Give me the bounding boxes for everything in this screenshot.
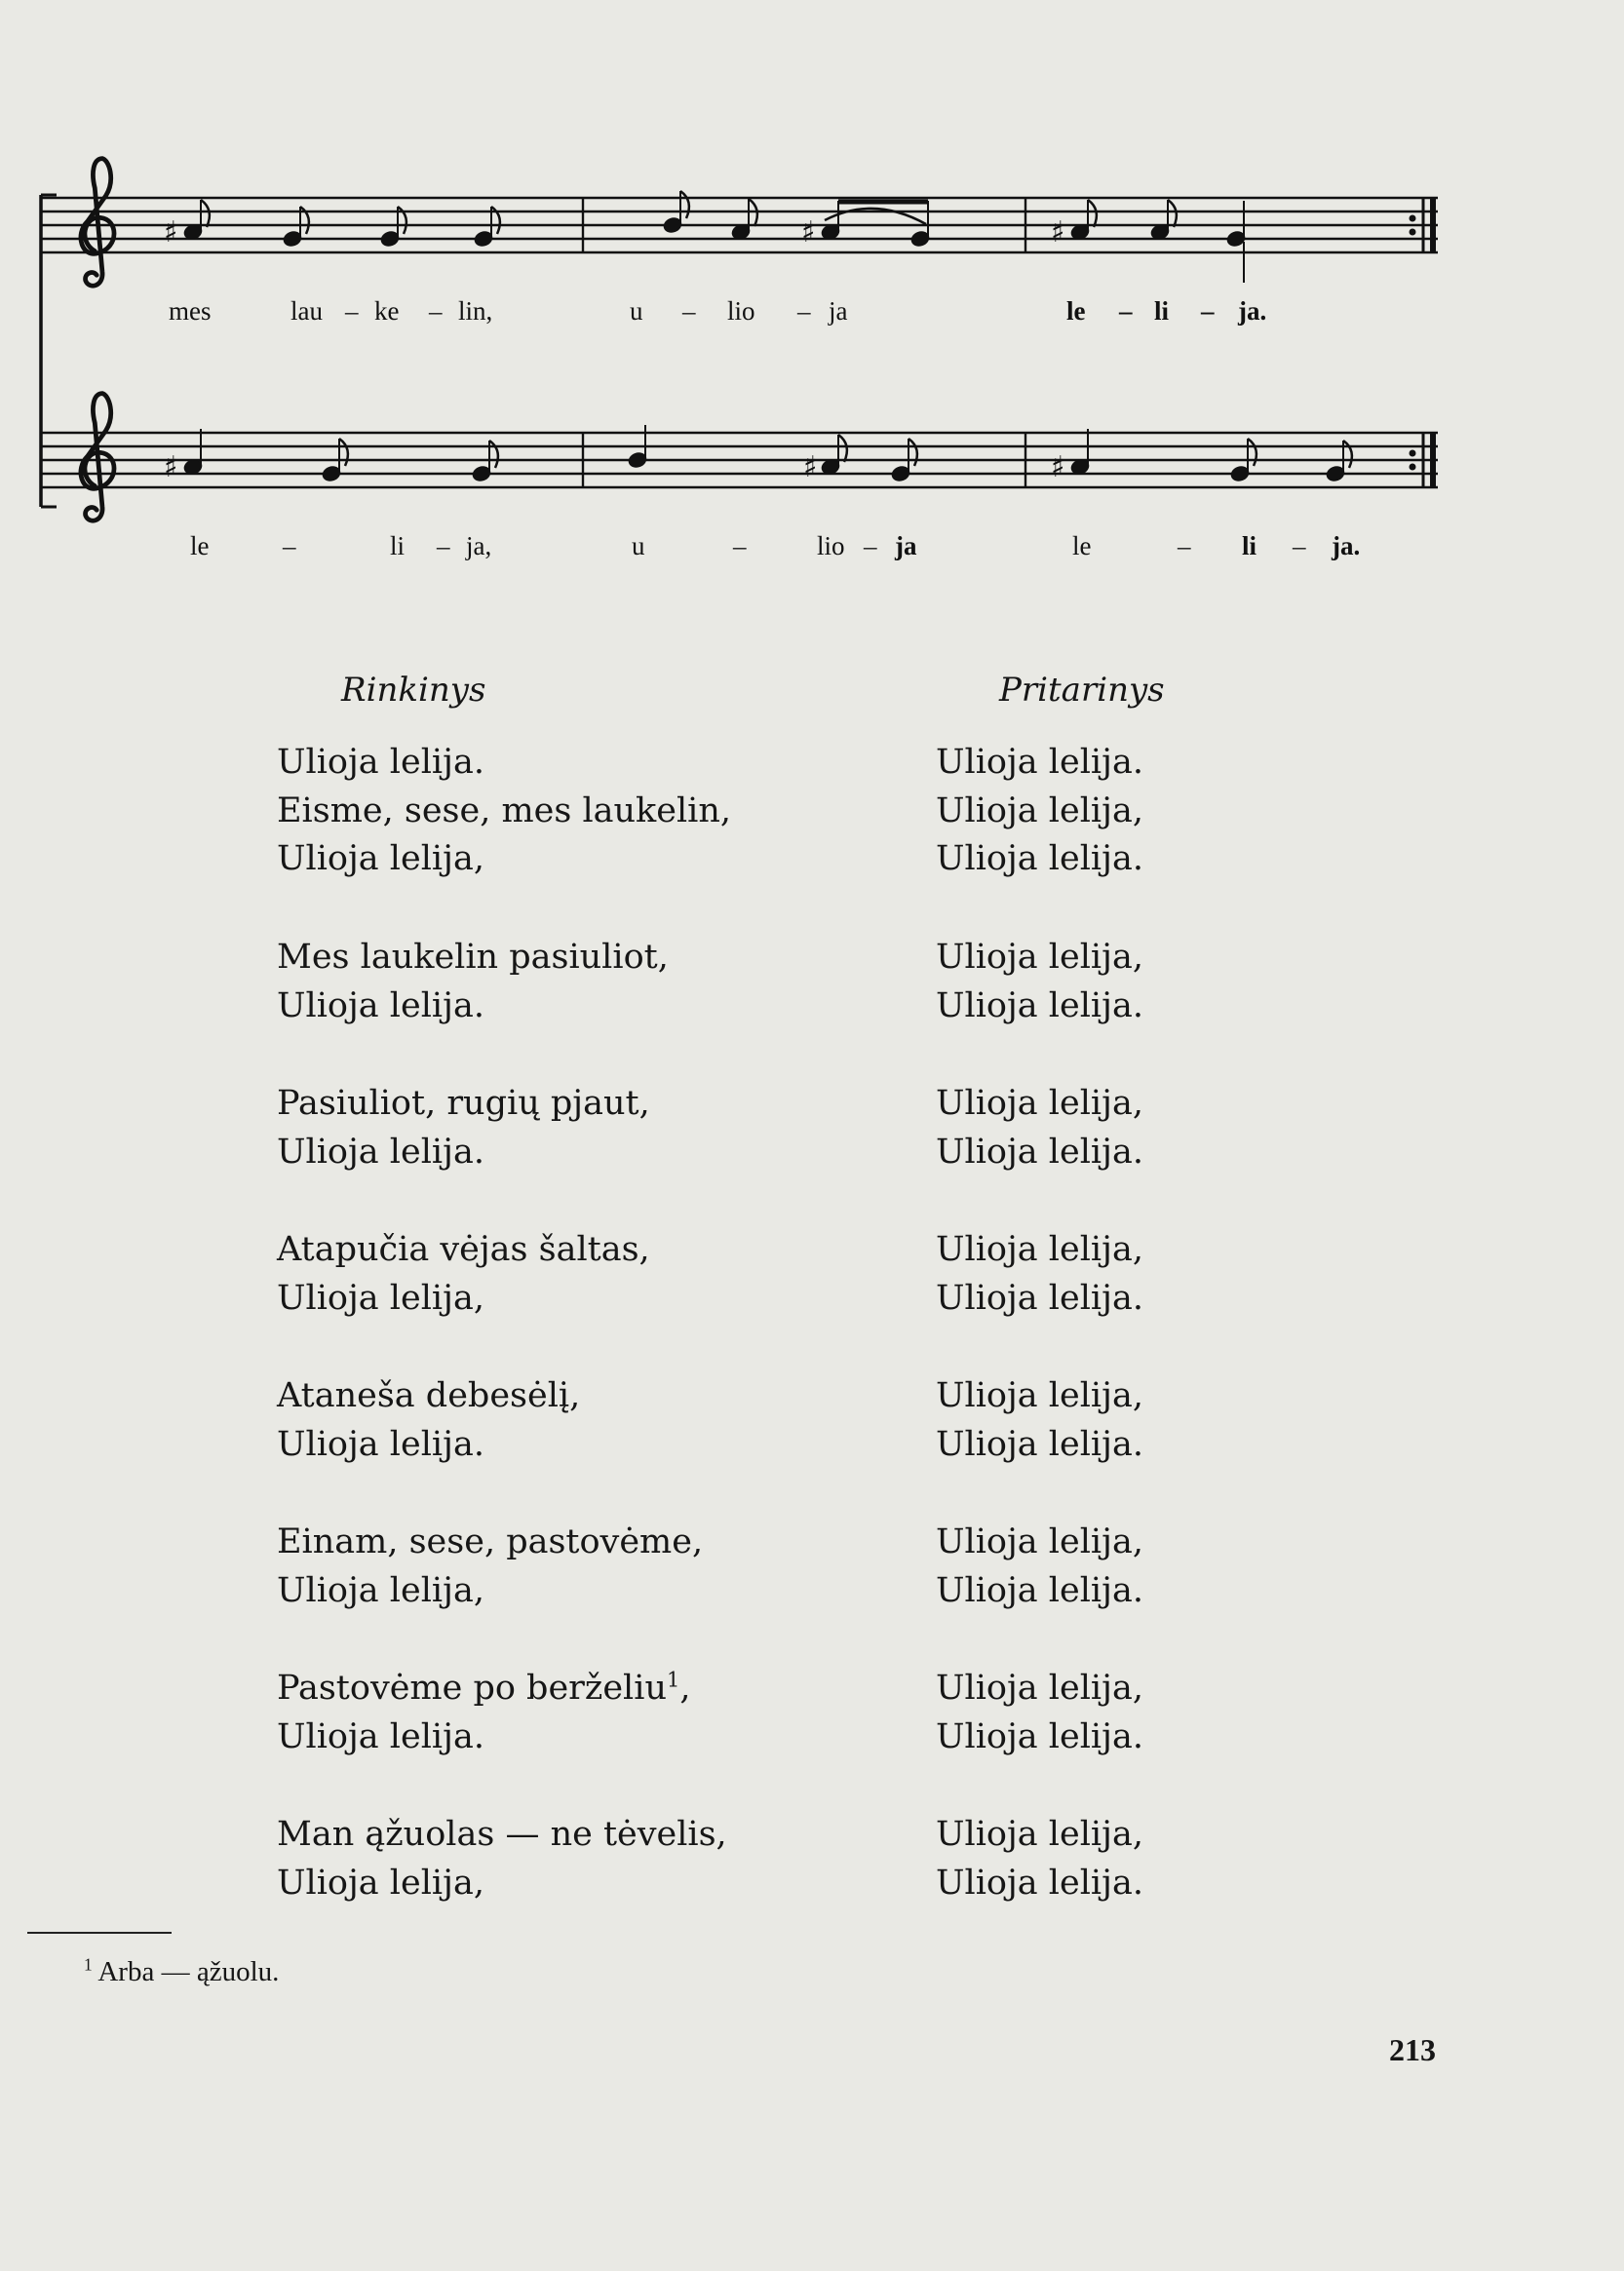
verse-line: Ulioja lelija, xyxy=(936,938,1143,977)
staff-upper xyxy=(41,159,1438,507)
footnote xyxy=(84,1956,279,1988)
lyric-syllable: ja, xyxy=(466,531,492,560)
verse-line: Ulioja lelija. xyxy=(936,743,1143,782)
lyric-hyphen: – xyxy=(1178,531,1191,560)
verse-line: Ulioja lelija. xyxy=(936,986,1143,1025)
svg-text:♯: ♯ xyxy=(1051,450,1065,484)
lyric-hyphen: – xyxy=(429,296,443,326)
lyric-syllable: mes xyxy=(169,296,212,326)
verse-line: Ulioja lelija, xyxy=(936,1815,1143,1854)
lyric-syllable: le xyxy=(190,531,210,560)
lyric-syllable: u xyxy=(630,296,643,326)
treble-clef-icon xyxy=(81,159,114,287)
lyric-syllable: lio xyxy=(817,531,845,560)
lyric-syllable: li xyxy=(1154,296,1170,326)
lyric-syllable: ja xyxy=(829,296,848,326)
svg-text:♯: ♯ xyxy=(164,450,178,484)
lyric-hyphen: – xyxy=(283,531,296,560)
svg-text:♯: ♯ xyxy=(801,215,816,250)
verse-line: Ulioja lelija. xyxy=(936,1717,1143,1756)
lyric-hyphen: – xyxy=(345,296,359,326)
lyric-syllable: le xyxy=(1066,296,1086,326)
verse-line-punctuation: , xyxy=(679,1669,691,1708)
verse-line: Ulioja lelija. xyxy=(277,986,484,1025)
verse-line: Ulioja lelija. xyxy=(277,743,484,782)
verse-line: Atapučia vėjas šaltas, xyxy=(277,1230,650,1269)
lyric-syllable: li xyxy=(1242,531,1257,560)
verse-line: Ulioja lelija. xyxy=(936,839,1143,878)
lyric-syllable: ja. xyxy=(1238,296,1267,326)
column-heading-rinkinys: Rinkinys xyxy=(341,671,486,710)
footnote-marker: 1 xyxy=(84,1954,93,1975)
svg-text:♯: ♯ xyxy=(803,450,818,484)
verse-line: Ulioja lelija, xyxy=(936,1084,1143,1123)
verse-line: Ulioja lelija, xyxy=(936,1522,1143,1561)
column-heading-pritarinys: Pritarinys xyxy=(999,671,1165,710)
lyric-hyphen: – xyxy=(797,296,811,326)
footnote-divider xyxy=(27,1932,172,1934)
lyric-syllable: ja. xyxy=(1332,531,1361,560)
lyric-hyphen: – xyxy=(437,531,450,560)
verse-line: Ulioja lelija, xyxy=(936,1669,1143,1708)
verse-line: Ulioja lelija, xyxy=(936,1376,1143,1415)
verse-line: Ulioja lelija. xyxy=(936,1571,1143,1610)
verse-line: Pasiuliot, rugių pjaut, xyxy=(277,1084,650,1123)
lyric-hyphen: – xyxy=(1201,296,1215,326)
verse-line: Ulioja lelija. xyxy=(277,1425,484,1464)
lyric-syllable: ke xyxy=(374,296,400,326)
lyric-hyphen: – xyxy=(1293,531,1306,560)
lyric-syllable: lio xyxy=(727,296,755,326)
verse-line: Man ąžuolas — ne tėvelis, xyxy=(277,1815,727,1854)
verse-line: Ulioja lelija. xyxy=(277,1133,484,1172)
lyric-syllable: lin, xyxy=(458,296,493,326)
svg-text:♯: ♯ xyxy=(164,215,178,250)
lyric-syllable: lau xyxy=(290,296,323,326)
verse-line: Eisme, sese, mes laukelin, xyxy=(277,791,732,830)
verse-line: Ulioja lelija. xyxy=(936,1425,1143,1464)
verse-line: Ulioja lelija, xyxy=(936,1230,1143,1269)
lyric-hyphen: – xyxy=(864,531,877,560)
lyric-hyphen: – xyxy=(682,296,696,326)
footnote-reference: 1 xyxy=(667,1668,680,1692)
verse-line: Ulioja lelija, xyxy=(277,1571,484,1610)
verse-line: Ulioja lelija, xyxy=(277,1279,484,1318)
verse-line: Ulioja lelija. xyxy=(277,1717,484,1756)
lyric-syllable: li xyxy=(390,531,406,560)
lyric-hyphen: – xyxy=(733,531,747,560)
music-score xyxy=(0,0,1624,585)
verse-line: Ulioja lelija, xyxy=(277,1864,484,1903)
verse-line: Ulioja lelija. xyxy=(936,1864,1143,1903)
verse-line: Ulioja lelija. xyxy=(936,1133,1143,1172)
lyric-syllable: le xyxy=(1072,531,1092,560)
verse-line: Ulioja lelija, xyxy=(277,839,484,878)
verse-line: Mes laukelin pasiuliot, xyxy=(277,938,669,977)
staff-lower xyxy=(41,394,1438,521)
lyric-syllable: ja xyxy=(895,531,917,560)
page-number: 213 xyxy=(1389,2032,1436,2067)
lyric-syllable: u xyxy=(632,531,645,560)
verse-line: Ulioja lelija, xyxy=(936,791,1143,830)
verse-line: Einam, sese, pastovėme, xyxy=(277,1522,704,1561)
lyric-hyphen: – xyxy=(1119,296,1133,326)
verse-line-text: Pastovėme po berželiu xyxy=(277,1669,667,1708)
note-group xyxy=(662,191,931,250)
footnote-text: Arba — ąžuolu. xyxy=(97,1956,280,1987)
svg-text:♯: ♯ xyxy=(1051,215,1065,250)
treble-clef-icon xyxy=(81,394,114,521)
verse-line xyxy=(277,1668,691,1708)
verse-line: Ulioja lelija. xyxy=(936,1279,1143,1318)
verse-line: Ataneša debesėlį, xyxy=(277,1376,581,1415)
